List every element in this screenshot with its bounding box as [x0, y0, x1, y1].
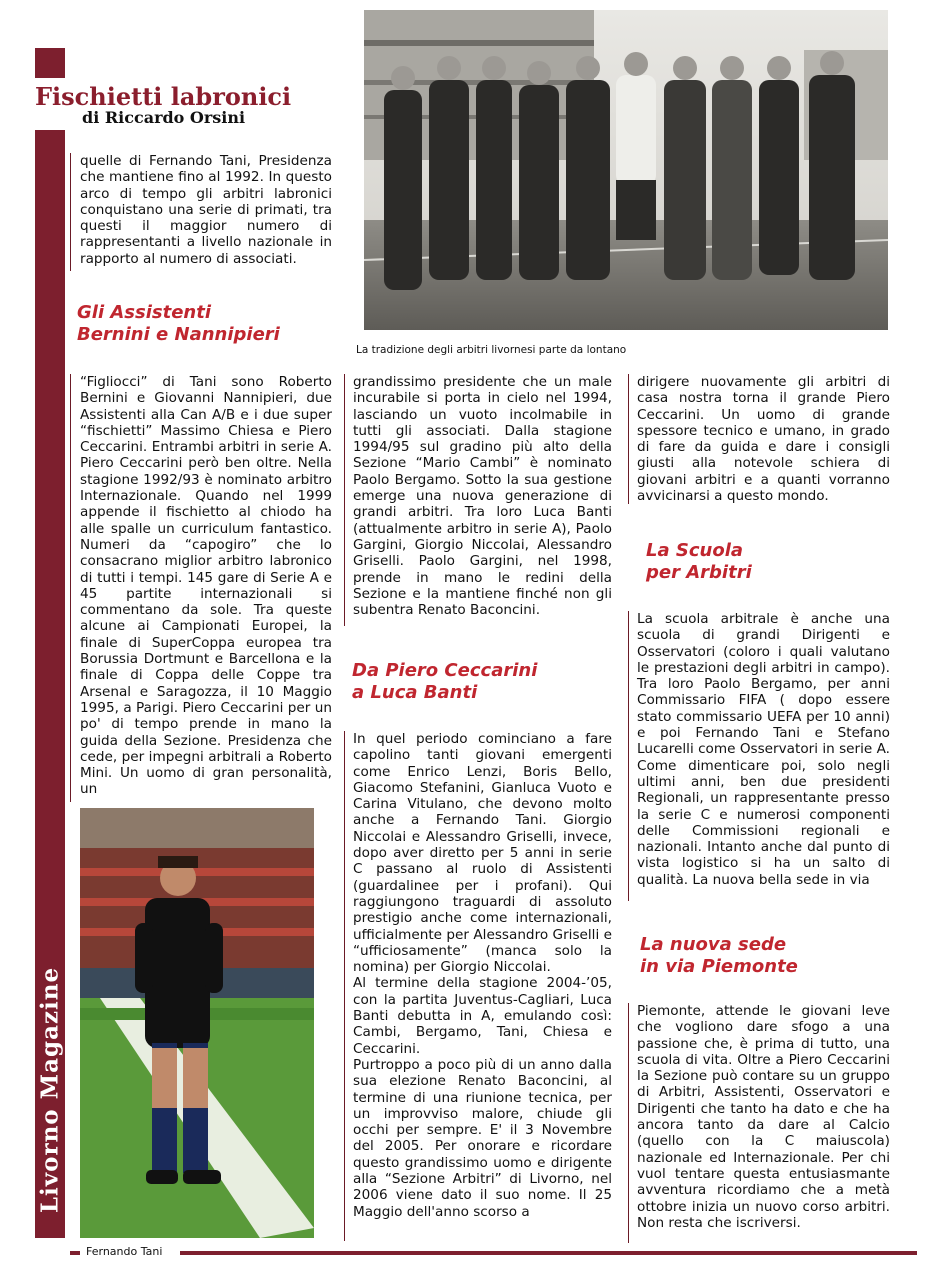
footer-rule-left [70, 1251, 80, 1255]
column2-body-3: Purtroppo a poco più di un anno dalla sua elezione Renato Baconcini, al termine di una riunione tecnica, per un improvviso malore, chiude gli occhi per sempre. E' il 3 Novembre del 2005. Per onorare e ricordare questo grandissimo uomo e dirigente alla “Sezione Arbitri” di Livorno, nel 2006 viene dato il suo nome. Il 25 Maggio dell'anno scorso a [353, 1056, 612, 1220]
heading-nuova-sede [640, 934, 798, 978]
article-title: Fischietti labronici [35, 82, 292, 111]
top-photo-caption: La tradizione degli arbitri livornesi parte da lontano [356, 344, 627, 356]
magazine-name-text: Livorno Magazine [36, 966, 64, 1214]
heading-scuola [646, 540, 752, 584]
column3-body1-text: La scuola arbitrale è anche una scuola di grandi Dirigenti e Osservatori (coloro i quali valutano le prestazioni degli arbitri in campo). Tra loro Paolo Bergamo, per anni Commissario FIFA ( dopo essere stato commissario UEFA per 10 anni) e poi Fernando Tani e Stefano Lucarelli come Osservatori in serie A. Come dimenticare poi, solo negli ultimi anni, ben due presidenti Regionali, un rappresentante presso la serie C e numerosi componenti delle Commissioni regionali e nazionali. Intanto anche dal punto di vista logistico si ha un salto di qualità. La nuova bella sede in via [637, 611, 890, 888]
column2-intro [344, 374, 612, 626]
column3-intro [628, 374, 890, 504]
heading-scuola-line2: per Arbitri [646, 562, 752, 583]
article-author: di Riccardo Orsini [82, 108, 246, 127]
heading-nuova-sede-line2: in via Piemonte [640, 956, 798, 977]
column1-intro [70, 153, 332, 271]
magazine-name-vertical [35, 945, 65, 1235]
bottom-photo-caption: Fernando Tani [86, 1245, 163, 1258]
heading-nuova-sede-line1: La nuova sede [640, 934, 787, 955]
column3-body2-text: Piemonte, attende le giovani leve che vogliono dare sfogo a una passione che, è prima di tutto, una scuola di vita. Oltre a Piero Ceccarini la Sezione può contare su un gruppo di Arbitri, Assistenti, Osservatori e Dirigenti che tanto ha dato e che ha ancora tanto da dare al Calcio (quello con la C maiuscola) nazionale ed Internazionale. Per chi vuol tentare questa entusiasmante avventura ricordiamo che a metà ottobre inizia un nuovo corso arbitri. Non resta che iscriversi. [637, 1003, 890, 1231]
column3-body2 [628, 1003, 890, 1243]
heading-assistenti-line1: Gli Assistenti [77, 302, 212, 323]
column3-intro-text: dirigere nuovamente gli arbitri di casa nostra torna il grande Piero Ceccarini. Un uomo di grande spessore tecnico e umano, in grado di fare da guida e dare i consigli giusti alla notevole schiera di giovani arbitri e a quanti vorranno avvicinarsi a questo mondo. [637, 374, 890, 504]
column1-body [70, 374, 332, 802]
heading-scuola-line1: La Scuola [646, 540, 744, 561]
fernando-tani-photo [80, 808, 314, 1238]
column1-intro-text: quelle di Fernando Tani, Presidenza che mantiene fino al 1992. In questo arco di tempo gli arbitri labronici conquistano una serie di primati, tra questi il maggior numero di rappresentanti a livello nazionale in rapporto al numero di associati. [80, 153, 332, 267]
column2-body [344, 731, 612, 1241]
heading-ceccarini-banti-line1: Da Piero Ceccarini [352, 660, 538, 681]
heading-ceccarini-banti [352, 660, 537, 704]
column2-body-1: In quel periodo cominciano a fare capolino tanti giovani emergenti come Enrico Lenzi, Boris Bello, Giacomo Stefanini, Gianluca Vuoto e Carina Vitulano, che devono molto anche a Fernando Tani. Giorgio Niccolai e Alessandro Griselli, invece, dopo aver diretto per 5 anni in serie C passano al ruolo di Assistenti (guardalinee per i profani). Qui raggiungono traguardi di assoluto prestigio anche come internazionali, ufficialmente per Alessandro Griselli e “ufficiosamente” (manca solo la nomina) per Giorgio Niccolai. [353, 731, 612, 976]
heading-assistenti-line2: Bernini e Nannipieri [77, 324, 280, 345]
heading-assistenti [77, 302, 280, 346]
column2-intro-text: grandissimo presidente che un male incurabile si porta in cielo nel 1994, lasciando un vuoto incolmabile in tutti gli associati. Dalla stagione 1994/95 sul gradino più alto della Sezione “Mario Cambi” è nominato Paolo Bergamo. Sotto la sua gestione emerge una nuova generazione di grandi arbitri. Tra loro Luca Banti (attualmente arbitro in serie A), Paolo Gargini, Giorgio Niccolai, Alessandro Griselli. Paolo Gargini, nel 1998, prende in mano le redini della Sezione e la mantiene finché non gli subentra Renato Baconcini. [353, 374, 612, 619]
footer-rule-right [180, 1251, 917, 1255]
masthead-red-square [35, 48, 65, 78]
heading-ceccarini-banti-line2: a Luca Banti [352, 682, 478, 703]
column2-body-2: Al termine della stagione 2004-’05, con la partita Juventus-Cagliari, Luca Banti debutta in A, emulando così: Cambi, Bergamo, Tani, Chiesa e Ceccarini. [353, 975, 612, 1057]
column3-body1 [628, 611, 890, 901]
referees-group-photo [364, 10, 888, 330]
column1-body-text: “Figliocci” di Tani sono Roberto Bernini e Giovanni Nannipieri, due Assistenti alla Can A/B e i due super “fischietti” Massimo Chiesa e Piero Ceccarini. Entrambi arbitri in serie A. Piero Ceccarini però ben oltre. Nella stagione 1992/93 è nominato arbitro Internazionale. Quando nel 1999 appende il fischietto al chiodo ha alle spalle un curriculum fantastico. Numeri da “capogiro” che lo consacrano miglior arbitro labronico di tutti i tempi. 145 gare di Serie A e 45 partite internazionali si commentano da sole. Tra queste alcune ai Campionati Europei, la finale di SuperCoppa europea tra Borussia Dortmunt e Barcellona e la finale di Coppa delle Coppe tra Arsenal e Saragozza, il 10 Maggio 1995, a Parigi. Piero Ceccarini per un po' di tempo prende in mano la guida della Sezione. Presidenza che cede, per impegni arbitrali a Roberto Mini. Un uomo di gran personalità, un [80, 374, 332, 798]
